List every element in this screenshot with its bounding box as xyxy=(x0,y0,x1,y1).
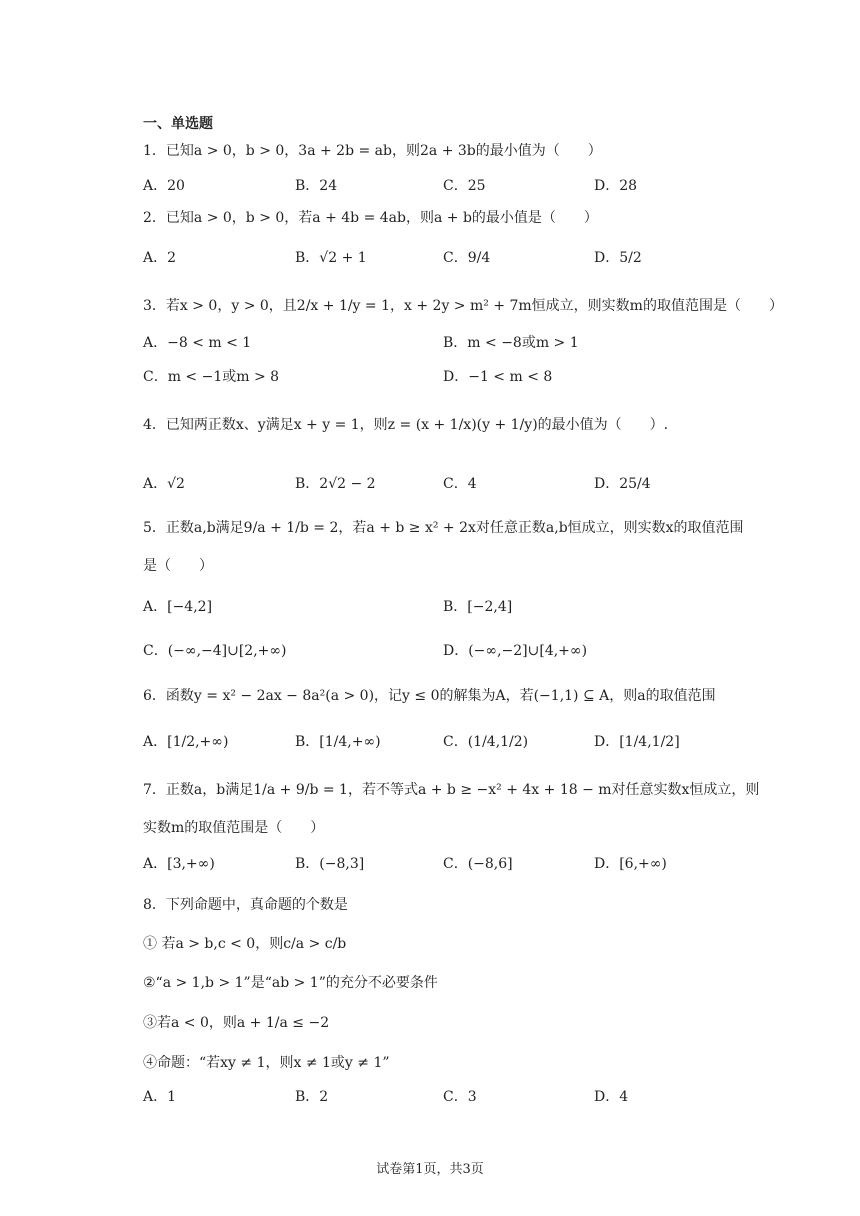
page-footer: 试卷第1页，共3页 xyxy=(376,1162,484,1177)
q5-option-c: C．(−∞,−4]∪[2,+∞) xyxy=(143,643,287,659)
q1-option-b: B．24 xyxy=(295,178,338,194)
section-title: 一、单选题 xyxy=(143,116,213,132)
q3-option-a: A．−8 < m < 1 xyxy=(143,335,252,351)
question-7-stem-line1: 7．正数a，b满足1/a + 9/b = 1，若不等式a + b ≥ −x² + 4x + 18 − m对任意实数x恒成立，则 xyxy=(143,782,760,798)
q2-option-b: B．√2 + 1 xyxy=(295,250,367,266)
q8-option-c: C．3 xyxy=(443,1089,477,1105)
q1-option-a: A．20 xyxy=(143,178,185,194)
question-5-stem-line1: 5．正数a,b满足9/a + 1/b = 2，若a + b ≥ x² + 2x对任意正数a,b恒成立，则实数x的取值范围 xyxy=(143,520,744,536)
q7-option-c: C．(−8,6] xyxy=(443,856,513,872)
q4-option-b: B．2√2 − 2 xyxy=(295,476,376,492)
q3-option-c: C．m < −1或m > 8 xyxy=(143,369,280,385)
q8-item-1: ① 若a > b,c < 0，则c/a > c/b xyxy=(143,936,347,952)
q1-option-d: D．28 xyxy=(594,178,638,194)
q7-option-d: D．[6,+∞) xyxy=(594,856,667,872)
question-3-stem: 3．若x > 0，y > 0，且2/x + 1/y = 1，x + 2y > m² + 7m恒成立，则实数m的取值范围是（ ） xyxy=(143,298,783,314)
q7-option-b: B．(−8,3] xyxy=(295,856,365,872)
q8-option-d: D．4 xyxy=(594,1089,629,1105)
q6-option-d: D．[1/4,1/2] xyxy=(594,734,680,750)
q2-option-c: C．9/4 xyxy=(443,250,491,266)
question-5-stem-line2: 是（ ） xyxy=(143,558,213,574)
question-6-stem: 6．函数y = x² − 2ax − 8a²(a > 0)，记y ≤ 0的解集为A，若(−1,1) ⊆ A，则a的取值范围 xyxy=(143,688,716,704)
q3-option-b: B．m < −8或m > 1 xyxy=(443,335,579,351)
q5-option-a: A．[−4,2] xyxy=(143,599,213,615)
q2-option-a: A．2 xyxy=(143,250,177,266)
question-4-stem: 4．已知两正数x、y满足x + y = 1，则z = (x + 1/x)(y + 1/y)的最小值为（ ）. xyxy=(143,417,669,433)
q4-option-d: D．25/4 xyxy=(594,476,651,492)
q8-item-2: ②“a > 1,b > 1”是“ab > 1”的充分不必要条件 xyxy=(143,975,438,991)
q4-option-a: A．√2 xyxy=(143,476,185,492)
q6-option-c: C．(1/4,1/2) xyxy=(443,734,529,750)
q5-option-d: D．(−∞,−2]∪[4,+∞) xyxy=(443,643,588,659)
q5-option-b: B．[−2,4] xyxy=(443,599,513,615)
question-1-stem: 1．已知a > 0，b > 0，3a + 2b = ab，则2a + 3b的最小值为（ ） xyxy=(143,143,602,159)
q8-option-b: B．2 xyxy=(295,1089,329,1105)
q8-option-a: A．1 xyxy=(143,1089,177,1105)
q1-option-c: C．25 xyxy=(443,178,486,194)
q6-option-a: A．[1/2,+∞) xyxy=(143,734,229,750)
question-2-stem: 2．已知a > 0，b > 0，若a + 4b = 4ab，则a + b的最小值是（ ） xyxy=(143,210,598,226)
q8-item-4: ④命题：“若xy ≠ 1，则x ≠ 1或y ≠ 1” xyxy=(143,1055,390,1071)
question-8-stem: 8．下列命题中，真命题的个数是 xyxy=(143,897,348,913)
q6-option-b: B．[1/4,+∞) xyxy=(295,734,381,750)
q3-option-d: D．−1 < m < 8 xyxy=(443,369,553,385)
q4-option-c: C．4 xyxy=(443,476,477,492)
q7-option-a: A．[3,+∞) xyxy=(143,856,215,872)
q2-option-d: D．5/2 xyxy=(594,250,642,266)
question-7-stem-line2: 实数m的取值范围是（ ） xyxy=(143,820,325,836)
q8-item-3: ③若a < 0，则a + 1/a ≤ −2 xyxy=(143,1015,330,1031)
